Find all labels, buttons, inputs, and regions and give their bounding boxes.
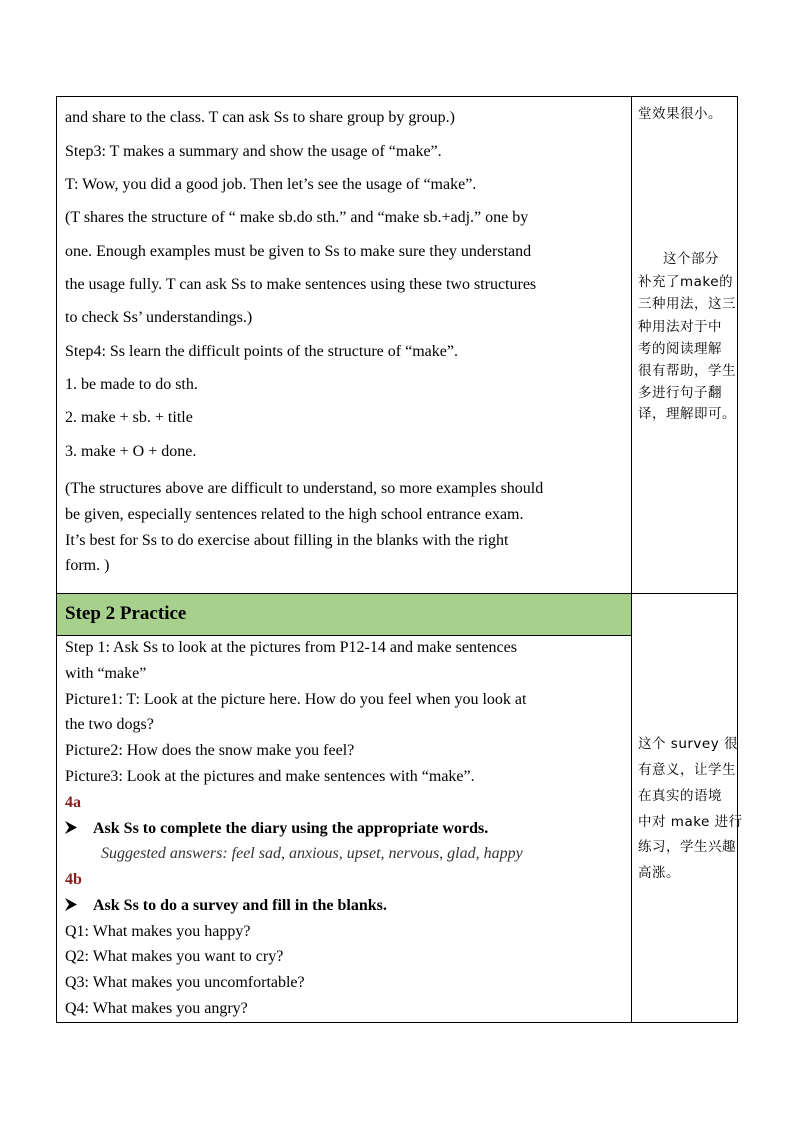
column-divider — [631, 97, 632, 1022]
note-line: 很有帮助，学生 — [638, 363, 736, 379]
text-line: Picture1: T: Look at the picture here. How do you feel when you look at — [65, 691, 527, 708]
note-line: 三种用法，这三 — [638, 296, 736, 312]
note-line: 这个 survey 很 — [638, 736, 739, 752]
text-line: one. Enough examples must be given to Ss to make sure they understand — [65, 243, 532, 260]
text-line: with “make” — [65, 665, 147, 682]
header-divider — [57, 635, 631, 636]
text-line: It’s best for Ss to do exercise about filling in the blanks with the right — [65, 532, 509, 549]
text-line: Step4: Ss learn the difficult points of the structure of “make”. — [65, 343, 458, 360]
note-line: 补充了make的 — [638, 274, 734, 290]
survey-question: Q4: What makes you angry? — [65, 1000, 248, 1017]
text-line: Picture2: How does the snow make you feel? — [65, 742, 355, 759]
text-line: form. ) — [65, 557, 110, 574]
survey-question: Q3: What makes you uncomfortable? — [65, 974, 305, 991]
text-line: (The structures above are difficult to understand, so more examples should — [65, 480, 544, 497]
arrow-bullet-icon — [65, 820, 77, 840]
text-line: the two dogs? — [65, 716, 154, 733]
arrow-bullet-icon — [65, 897, 77, 917]
note-line: 堂效果很小。 — [638, 106, 722, 122]
text-line: T: Wow, you did a good job. Then let’s see the usage of “make”. — [65, 176, 477, 193]
text-line: 2. make + sb. + title — [65, 409, 193, 426]
survey-question: Q2: What makes you want to cry? — [65, 948, 284, 965]
text-line: to check Ss’ understandings.) — [65, 309, 253, 326]
lesson-plan-table — [56, 96, 743, 1023]
section-title: Step 2 Practice — [65, 603, 187, 624]
bullet-text: Ask Ss to complete the diary using the appropriate words. — [93, 820, 489, 837]
note-line: 练习，学生兴趣 — [638, 839, 736, 855]
note-line: 中对 make 进行 — [638, 814, 743, 830]
text-line: and share to the class. T can ask Ss to share group by group.) — [65, 109, 455, 126]
survey-question: Q1: What makes you happy? — [65, 923, 251, 940]
text-line: Step 1: Ask Ss to look at the pictures from P12-14 and make sentences — [65, 639, 517, 656]
note-line: 有意义，让学生 — [638, 762, 736, 778]
text-line: be given, especially sentences related to the high school entrance exam. — [65, 506, 524, 523]
suggested-answers: Suggested answers: feel sad, anxious, upset, nervous, glad, happy — [101, 845, 523, 862]
bullet-item-4a — [65, 819, 488, 839]
note-line: 考的阅读理解 — [638, 341, 722, 357]
note-line: 高涨。 — [638, 865, 680, 881]
text-line: 3. make + O + done. — [65, 443, 197, 460]
activity-label-4b: 4b — [65, 871, 82, 888]
bullet-text: Ask Ss to do a survey and fill in the blanks. — [93, 897, 387, 914]
note-line: 在真实的语境 — [638, 788, 722, 804]
text-line: Picture3: Look at the pictures and make sentences with “make”. — [65, 768, 475, 785]
section-header — [57, 594, 631, 635]
text-line: Step3: T makes a summary and show the usage of “make”. — [65, 143, 442, 160]
bullet-item-4b — [65, 896, 387, 916]
text-line: (T shares the structure of “ make sb.do sth.” and “make sb.+adj.” one by — [65, 209, 529, 226]
note-line: 这个部分 — [663, 251, 719, 267]
note-line: 译，理解即可。 — [638, 406, 736, 422]
note-line: 种用法对于中 — [638, 319, 722, 335]
note-line: 多进行句子翻 — [638, 385, 722, 401]
text-line: 1. be made to do sth. — [65, 376, 198, 393]
activity-label-4a: 4a — [65, 794, 81, 811]
text-line: the usage fully. T can ask Ss to make sentences using these two structures — [65, 276, 537, 293]
